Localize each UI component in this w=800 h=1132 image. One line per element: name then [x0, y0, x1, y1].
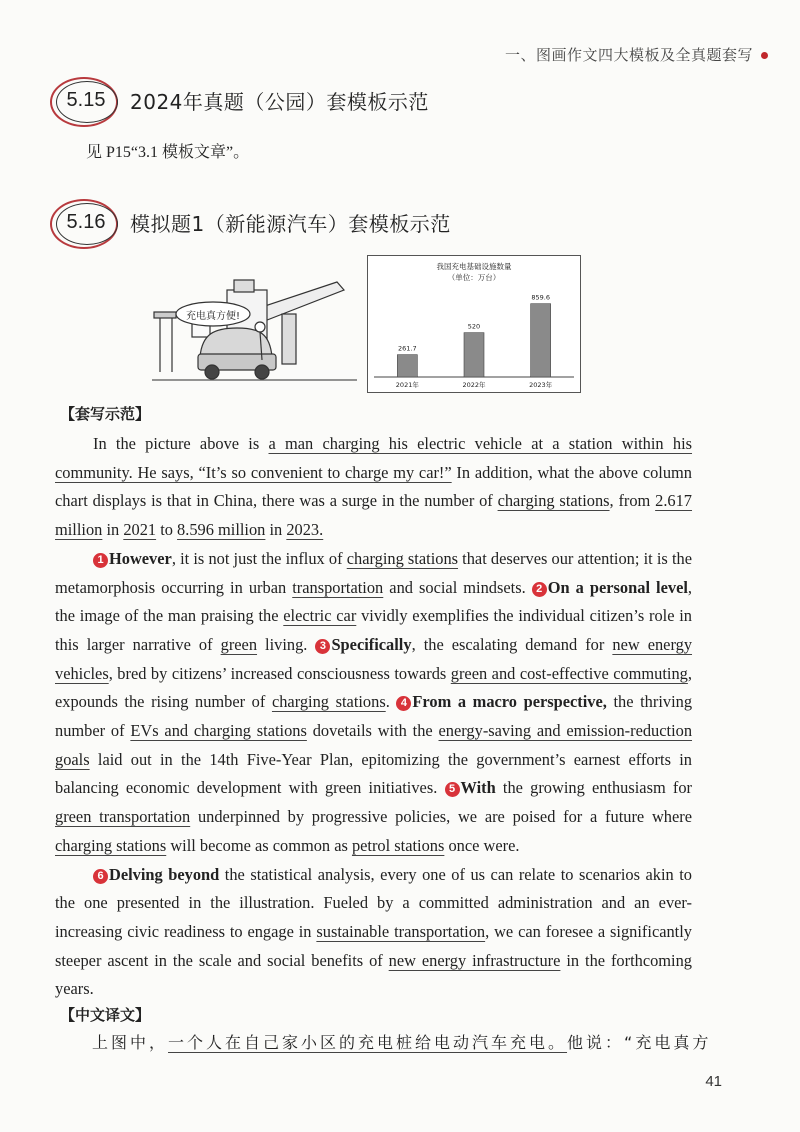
- section-number-badge: [50, 197, 120, 247]
- point-marker-icon: 6: [93, 869, 108, 884]
- text-run: in: [265, 520, 287, 540]
- section-number: 5.15: [66, 89, 106, 111]
- point-marker-icon: 1: [93, 553, 108, 568]
- key-phrase: 8.596 million: [177, 520, 266, 540]
- key-phrase: 2023.: [286, 520, 324, 540]
- see-reference-note: 见 P15“3.1 模板文章”。: [86, 144, 250, 161]
- section-5-16-heading: [50, 192, 451, 252]
- transition-phrase: Delving beyond: [109, 864, 220, 884]
- key-phrase: charging stations: [497, 491, 610, 511]
- point-marker-icon: 4: [396, 696, 411, 711]
- translation-heading: 【中文译文】: [60, 1006, 151, 1024]
- essay-paragraph-2: [55, 545, 692, 861]
- translation-lead: 上图中，: [92, 1033, 169, 1052]
- text-run: once were.: [444, 835, 520, 855]
- bar-chart: [367, 255, 581, 393]
- text-run: laid out in the 14th Five-Year Plan, epitomizing the government’s earnest efforts in balancing economic development with green initiatives.: [55, 749, 692, 798]
- point-marker-icon: 3: [315, 639, 330, 654]
- key-phrase: green: [220, 634, 258, 654]
- text-run: dovetails with the: [306, 721, 439, 741]
- point-marker-icon: 2: [532, 582, 547, 597]
- translation-underlined: 一个人在自己家小区的充电桩给电动汽车充电。: [168, 1033, 568, 1052]
- transition-phrase: Specifically: [331, 634, 412, 654]
- chart-bar: [531, 304, 551, 377]
- text-run: underpinned by progressive policies, we are poised for a future where: [190, 807, 692, 827]
- key-phrase: transportation: [292, 577, 384, 597]
- key-phrase: petrol stations: [351, 835, 445, 855]
- translation-text: [92, 1030, 711, 1053]
- text-run: vividly exemplifies the individual citizen’s role in this larger narrative of: [55, 606, 693, 654]
- key-phrase: 2021: [123, 520, 157, 540]
- bar-value-label: 520: [467, 322, 481, 331]
- running-header: [505, 44, 768, 65]
- text-run: to: [156, 520, 178, 540]
- x-tick-label: 2022年: [462, 381, 486, 389]
- text-run: living.: [257, 634, 316, 654]
- chart-bar: [464, 333, 484, 377]
- chart-bar: [397, 355, 417, 377]
- key-phrase: green transportation: [55, 807, 191, 827]
- text-run: in: [102, 520, 124, 540]
- key-phrase: charging stations: [271, 692, 386, 712]
- translation-rest: 他说：“充电真方: [567, 1033, 712, 1052]
- transition-phrase: From a macro perspective,: [412, 692, 607, 712]
- key-phrase: a man charging his electric vehicle at a station within his community. He says, “It’s so convenient to charge my car!”: [55, 434, 693, 482]
- text-run: , we can foresee a significantly steeper ascent in the scale and social benefits of: [55, 921, 692, 970]
- key-phrase: green and cost-effective commuting: [450, 663, 688, 683]
- text-run: In addition, what the above column chart displays is that in China, there was a surge in the number of: [55, 462, 692, 511]
- key-phrase: energy-saving and emission-reduction goals: [55, 721, 693, 769]
- text-run: .: [385, 692, 397, 712]
- key-phrase: new energy vehicles: [55, 634, 693, 683]
- transition-phrase: With: [460, 778, 496, 798]
- point-marker-icon: 5: [445, 782, 460, 797]
- text-run: the thriving number of: [55, 692, 693, 741]
- text-run: , it is not just the influx of: [171, 548, 347, 568]
- section-5-15-heading: [50, 70, 429, 130]
- key-phrase: 2.617 million: [55, 491, 693, 540]
- text-run: In the picture above is: [93, 434, 269, 453]
- text-run: the statistical analysis, every one of us can relate to scenarios akin to the one presented in the illustration. Fueled by a committed administration and an ever-increasing civic readiness to engage in: [55, 864, 692, 941]
- essay-paragraph-1: [55, 430, 692, 545]
- text-run: , expounds the rising number of: [55, 663, 692, 712]
- key-phrase: charging stations: [346, 548, 459, 568]
- section-number: 5.16: [66, 211, 106, 233]
- transition-phrase: On a personal level: [547, 577, 688, 597]
- page-number: 41: [705, 1073, 722, 1090]
- key-phrase: new energy infrastructure: [388, 950, 561, 970]
- text-run: , from: [609, 491, 656, 511]
- bar-value-label: 261.7: [398, 344, 417, 353]
- speech-bubble-text: 充电真方便!: [186, 311, 241, 322]
- transition-phrase: However: [109, 548, 172, 568]
- section-title: 模拟题1（新能源汽车）套模板示范: [130, 211, 451, 236]
- essay-heading: 【套写示范】: [60, 405, 151, 423]
- chart-subtitle: （单位：万台）: [447, 273, 501, 282]
- text-run: the growing enthusiasm for: [495, 778, 692, 798]
- key-phrase: charging stations: [55, 835, 167, 855]
- x-tick-label: 2021年: [395, 381, 419, 389]
- text-run: , the escalating demand for: [411, 634, 613, 654]
- text-run: , bred by citizens’ increased consciousness towards: [108, 663, 451, 683]
- text-run: that deserves our attention; it is the metamorphosis occurring in urban: [55, 548, 692, 597]
- text-run: will become as common as: [166, 835, 352, 855]
- key-phrase: EVs and charging stations: [130, 721, 307, 741]
- chart-title: 我国充电基础设施数量: [436, 262, 512, 271]
- section-number-badge: [50, 75, 120, 125]
- bullet-dot-icon: [761, 52, 768, 59]
- text-run: in the forthcoming years.: [55, 950, 692, 999]
- key-phrase: electric car: [283, 606, 357, 626]
- charging-illustration: [152, 272, 357, 387]
- text-run: and social mindsets.: [383, 577, 532, 597]
- essay-paragraph-3: [55, 861, 692, 1005]
- bar-value-label: 859.6: [531, 293, 550, 302]
- x-tick-label: 2023年: [529, 381, 553, 389]
- running-title: 一、图画作文四大模板及全真题套写: [504, 46, 753, 64]
- text-run: , the image of the man praising the: [55, 577, 693, 626]
- key-phrase: sustainable transportation: [316, 921, 486, 941]
- essay-body: [55, 430, 692, 1004]
- section-title: 2024年真题（公园）套模板示范: [130, 89, 429, 114]
